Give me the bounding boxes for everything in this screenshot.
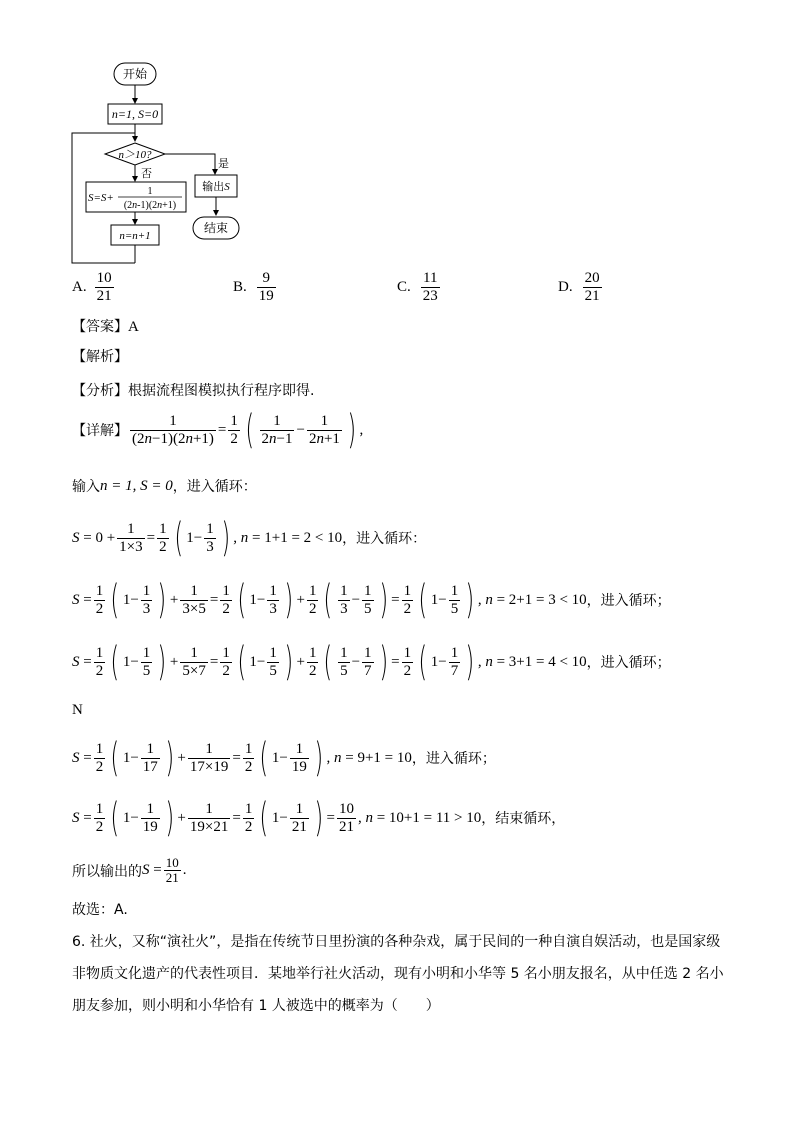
answer-value: A xyxy=(128,319,139,335)
svg-text:1: 1 xyxy=(147,186,153,197)
choice-a-num: 10 xyxy=(96,270,112,286)
init-label: n=1, S=0 xyxy=(111,107,159,121)
choice-a-den: 21 xyxy=(96,288,112,304)
step-9-text: ，进入循环； xyxy=(411,751,496,767)
step-3: S = $\frac{1}{2}$ ( 1− $\frac{1}{5}$ ) + $\frac{1}{5\times 7}$ = $\frac{1}{2}$ ( 1− $\frac{1}{5}$ ) + $\frac{1}{2}$ ( $\frac{1}{5}$ − $\frac{1}{7}$ ) = $\frac{1}{2}$ ( 1− $\frac{1}{7}$ ) , n = 3+1 = 4 < 10 ，进入循环； xyxy=(72,639,671,685)
output-den: 21 xyxy=(165,870,179,885)
step-1-text: ，进入循环： xyxy=(342,531,427,547)
step-3-text: ，进入循环； xyxy=(586,655,671,671)
end-label: 结束 xyxy=(203,221,229,235)
input-math: n = 1, S = 0 xyxy=(100,477,173,494)
yes-label: 是 xyxy=(218,157,229,170)
choice-c-num: 11 xyxy=(423,270,438,286)
output-label: 输出S xyxy=(202,180,230,193)
ellipsis-mark: N xyxy=(72,702,83,718)
svg-text:(2n-1)(2n+1): (2n-1)(2n+1) xyxy=(123,200,177,211)
q6-line1: 6. 社火，又称“演社火”，是指在传统节日里扮演的各种杂戏，属于民间的一种自演自娱活动，也是国家级 xyxy=(72,934,721,950)
output-line: 所以输出的 S = $\frac{10}{21}$ . xyxy=(72,855,187,885)
condition-label: n＞10? xyxy=(118,149,152,161)
fenxi-tag: 【分析】 xyxy=(72,383,128,399)
input-post: ，进入循环： xyxy=(172,479,257,495)
step-10-text: ，结束循环， xyxy=(481,811,566,827)
answer-line xyxy=(72,316,139,336)
q6-line3: 朋友参加，则小明和小华恰有 1 人被选中的概率为（ ） xyxy=(72,998,440,1014)
analysis-tag: 【解析】 xyxy=(72,349,128,365)
choice-c-label: C. xyxy=(397,279,411,295)
choice-d[interactable] xyxy=(558,270,604,305)
choice-c-den: 23 xyxy=(422,288,438,304)
choice-a[interactable] xyxy=(72,270,116,305)
fenxi-text: 根据流程图模拟执行程序即得. xyxy=(128,383,315,399)
choice-c[interactable] xyxy=(397,270,442,305)
increment-label: n=n+1 xyxy=(119,230,151,242)
choice-b-label: B. xyxy=(233,279,247,295)
flowchart xyxy=(60,55,260,270)
fenxi-line xyxy=(72,380,314,400)
choice-d-den: 21 xyxy=(584,288,600,304)
start-label: 开始 xyxy=(122,67,148,81)
q6-line2: 非物质文化遗产的代表性项目．某地举行社火活动，现有小明和小华等 5 名小朋友报名，从中任选 2 名小 xyxy=(72,966,724,982)
step-2: S = $\frac{1}{2}$ ( 1− $\frac{1}{3}$ ) + $\frac{1}{3\times 5}$ = $\frac{1}{2}$ ( 1− $\frac{1}{3}$ ) + $\frac{1}{2}$ ( $\frac{1}{3}$ − $\frac{1}{5}$ ) = $\frac{1}{2}$ ( 1− $\frac{1}{5}$ ) , n = 2+1 = 3 < 10 ，进入循环； xyxy=(72,577,671,623)
choice-d-num: 20 xyxy=(584,270,600,286)
xiangjie-tag: 【详解】 xyxy=(72,423,128,439)
xiangjie-line: 【详解】 $\frac{1}{(2n-1)(2n+1)}$ = $\frac{1}{2}$ ( $\frac{1}{2n-1}$ − $\frac{1}{2n+1}$ ) , xyxy=(72,407,364,453)
step-1: S = 0 + $\frac{1}{1\times 3}$ = $\frac{1}{2}$ ( 1− $\frac{1}{3}$ ) , n = 1+1 = 2 < 10 ，进入循环： xyxy=(72,515,427,561)
choice-b-num: 9 xyxy=(262,270,271,286)
svg-text:S=S+: S=S+ xyxy=(88,192,114,204)
choice-b[interactable] xyxy=(233,270,278,305)
step-9: S = $\frac{1}{2}$ ( 1− $\frac{1}{17}$ ) + $\frac{1}{17\times 19}$ = $\frac{1}{2}$ ( 1− $\frac{1}{19}$ ) , n = 9+1 = 10 ，进入循环； xyxy=(72,735,496,781)
choice-a-label: A. xyxy=(72,279,87,295)
conclusion: 故选：A. xyxy=(72,902,128,918)
choice-d-label: D. xyxy=(558,279,573,295)
output-num: 10 xyxy=(165,855,179,870)
output-pre: 所以输出的 xyxy=(72,863,142,880)
input-line xyxy=(72,476,257,496)
input-pre: 输入 xyxy=(72,479,100,495)
step-10: S = $\frac{1}{2}$ ( 1− $\frac{1}{19}$ ) + $\frac{1}{19\times 21}$ = $\frac{1}{2}$ ( 1− $\frac{1}{21}$ ) = $\frac{10}{21}$ , n = 10+1 = 11 > 10 ，结束循环， xyxy=(72,795,566,841)
step-2-text: ，进入循环； xyxy=(586,593,671,609)
choice-b-den: 19 xyxy=(258,288,274,304)
no-label: 否 xyxy=(141,167,152,180)
answer-tag: 【答案】 xyxy=(72,319,128,335)
